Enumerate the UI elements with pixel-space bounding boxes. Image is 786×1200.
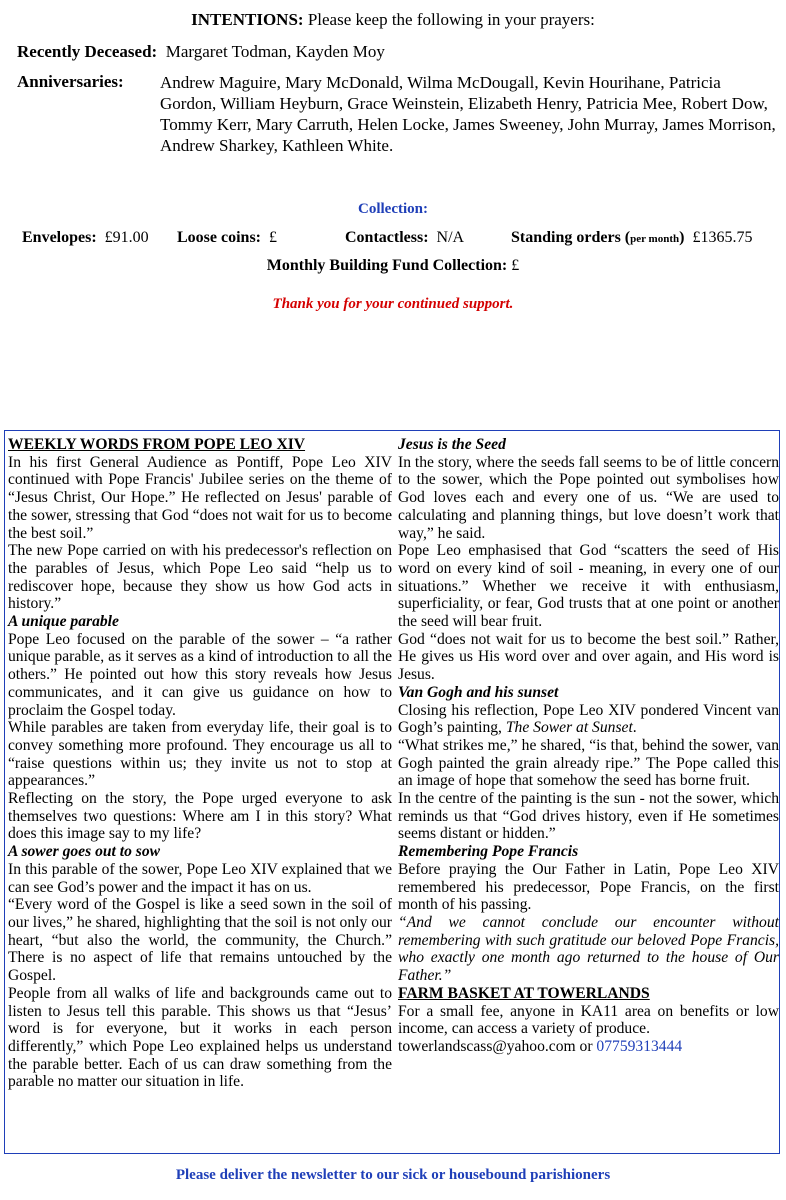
section-heading: Jesus is the Seed <box>398 436 506 453</box>
paragraph-text: Closing his reflection, Pope Leo XIV pondered Vincent van Gogh’s painting, <box>398 701 779 737</box>
standing-orders <box>511 229 752 247</box>
farm-basket-contact <box>398 1038 779 1056</box>
article-paragraph: God “does not wait for us to become the best soil.” Rather, He gives us His word over and over again, and His word is Jesus. <box>398 630 779 684</box>
article-paragraph: While parables are taken from everyday life, their goal is to convey something more profound. They encourage us all to “raise questions within us; they invite us not to stop at appearances.” <box>8 719 392 790</box>
contact-or: or <box>575 1037 597 1055</box>
email-address[interactable]: towerlandscass@yahoo.com <box>398 1037 576 1055</box>
article-paragraph: In the story, where the seeds fall seems to be of little concern to the sower, which the Pope pointed out symbolises how God loves each and every one of us. “We are used to calculating and planning things, but love doesn’t work that way,” he said. <box>398 453 779 542</box>
contactless-value: N/A <box>436 229 465 246</box>
article-paragraph: Before praying the Our Father in Latin, Pope Leo XIV remembered his predecessor, Pope Francis, on the first month of his passing. <box>398 860 779 914</box>
contactless-label: Contactless: <box>345 229 429 246</box>
envelopes <box>22 229 177 247</box>
standing-label: Standing orders ( <box>511 229 631 246</box>
loose-label: Loose coins: <box>177 229 261 246</box>
contactless <box>345 229 511 247</box>
collection-title: Collection: <box>358 201 428 217</box>
deceased-names: Margaret Todman, Kayden Moy <box>165 42 385 61</box>
footer-message: Please deliver the newsletter to our sick or housebound parishioners <box>175 1167 611 1183</box>
article-paragraph <box>398 702 779 737</box>
paragraph-text: . <box>632 719 637 737</box>
envelopes-value: £91.00 <box>104 229 149 246</box>
section-heading: A unique parable <box>8 613 119 631</box>
deceased-label: Recently Deceased: <box>17 42 158 61</box>
standing-value: £1365.75 <box>692 229 753 246</box>
section-heading: Van Gogh and his sunset <box>398 683 559 701</box>
building-fund <box>0 257 786 275</box>
section-heading: A sower goes out to sow <box>8 843 161 861</box>
quote-paragraph: “And we cannot conclude our encounter without remembering with such gratitude our beloved Pope Francis, who exactly one month ago returned to the house of Our Father.” <box>398 913 779 985</box>
loose-coins <box>177 229 345 247</box>
building-value: £ <box>511 257 520 274</box>
anniversaries-label: Anniversaries: <box>17 72 124 91</box>
standing-close: ) <box>679 229 685 246</box>
section-heading: Remembering Pope Francis <box>398 843 579 861</box>
article-title: WEEKLY WORDS FROM POPE LEO XIV <box>8 436 306 453</box>
article-paragraph: In his first General Audience as Pontiff, Pope Leo XIV continued with Pope Francis' Jubilee series on the theme of “Jesus Christ, Our Hope.” He reflected on Jesus' parable of the sower, stressing that God “does not wait for us to become the best soil.” <box>8 453 392 542</box>
loose-value: £ <box>269 229 277 246</box>
farm-basket-text: For a small fee, anyone in KA11 area on benefits or low income, can access a variety of produce. <box>398 1002 779 1038</box>
intentions-text: Please keep the following in your prayers: <box>303 10 595 29</box>
article-paragraph: In the centre of the painting is the sun - not the sower, which reminds us that “God drives history, even if He sometimes seems distant or hidden.” <box>398 790 779 843</box>
article-paragraph: The new Pope carried on with his predecessor's reflection on the parables of Jesus, which Pope Leo said “help us to rediscover hope, because they show us how God acts in history.” <box>8 542 392 613</box>
farm-basket-title: FARM BASKET AT TOWERLANDS <box>398 984 650 1002</box>
article-paragraph: People from all walks of life and backgrounds came out to listen to Jesus tell this parable. This shows us that “Jesus’ word is for everyone, but it works in each person differently,” which Pope Leo explained helps us understand the parable better. Each of us can draw something from the parable no matter our situation in life. <box>8 984 392 1091</box>
envelopes-label: Envelopes: <box>22 229 97 246</box>
thanks-message: Thank you for your continued support. <box>272 296 514 312</box>
article-paragraph: In this parable of the sower, Pope Leo XIV explained that we can see God’s power and the impact it has on us. <box>8 860 392 896</box>
standing-sub: per month <box>630 233 680 245</box>
intentions-label: INTENTIONS: <box>191 10 304 29</box>
recently-deceased <box>17 42 385 62</box>
article-paragraph: “Every word of the Gospel is like a seed sown in the soil of our lives,” he shared, highlighting that the soil is not only our heart, “but also the world, the community, the Church.” There is no aspect of life that remains untouched by the Gospel. <box>8 896 392 985</box>
article-paragraph: Pope Leo focused on the parable of the sower – “a rather unique parable, as it serves as a kind of introduction to all the others.” He pointed out how this story reveals how Jesus communicates, and it can give us guidance on how to proclaim the Gospel today. <box>8 630 392 719</box>
collection-row <box>22 229 782 247</box>
article-left-column <box>8 436 392 1091</box>
building-label: Monthly Building Fund Collection: <box>266 257 508 274</box>
article-paragraph: “What strikes me,” he shared, “is that, behind the sower, van Gogh painted the grain already ripe.” The Pope called this an image of hope that somehow the seed has borne fruit. <box>398 736 779 790</box>
anniversaries-names: Andrew Maguire, Mary McDonald, Wilma McDougall, Kevin Hourihane, Patricia Gordon, William Heyburn, Grace Weinstein, Elizabeth Henry, Patricia Mee, Robert Dow, Tommy Kerr, Mary Carruth, Helen Locke, James Sweeney, John Murray, James Morrison, Andrew Sharkey, Kathleen White. <box>160 73 776 155</box>
intentions-line <box>0 9 786 30</box>
article-paragraph: Reflecting on the story, the Pope urged everyone to ask themselves two questions: Where am I in this story? What does this image say to my life? <box>8 790 392 843</box>
article-right-column <box>398 436 779 1056</box>
article-paragraph: Pope Leo emphasised that God “scatters the seed of His word on every kind of soil - meaning, in every one of our situations.” Whether we receive it with enthusiasm, superficiality, or fear, God trusts that at one point or another the seed will bear fruit. <box>398 542 779 631</box>
painting-title: The Sower at Sunset <box>505 719 633 737</box>
phone-link[interactable]: 07759313444 <box>596 1037 683 1055</box>
